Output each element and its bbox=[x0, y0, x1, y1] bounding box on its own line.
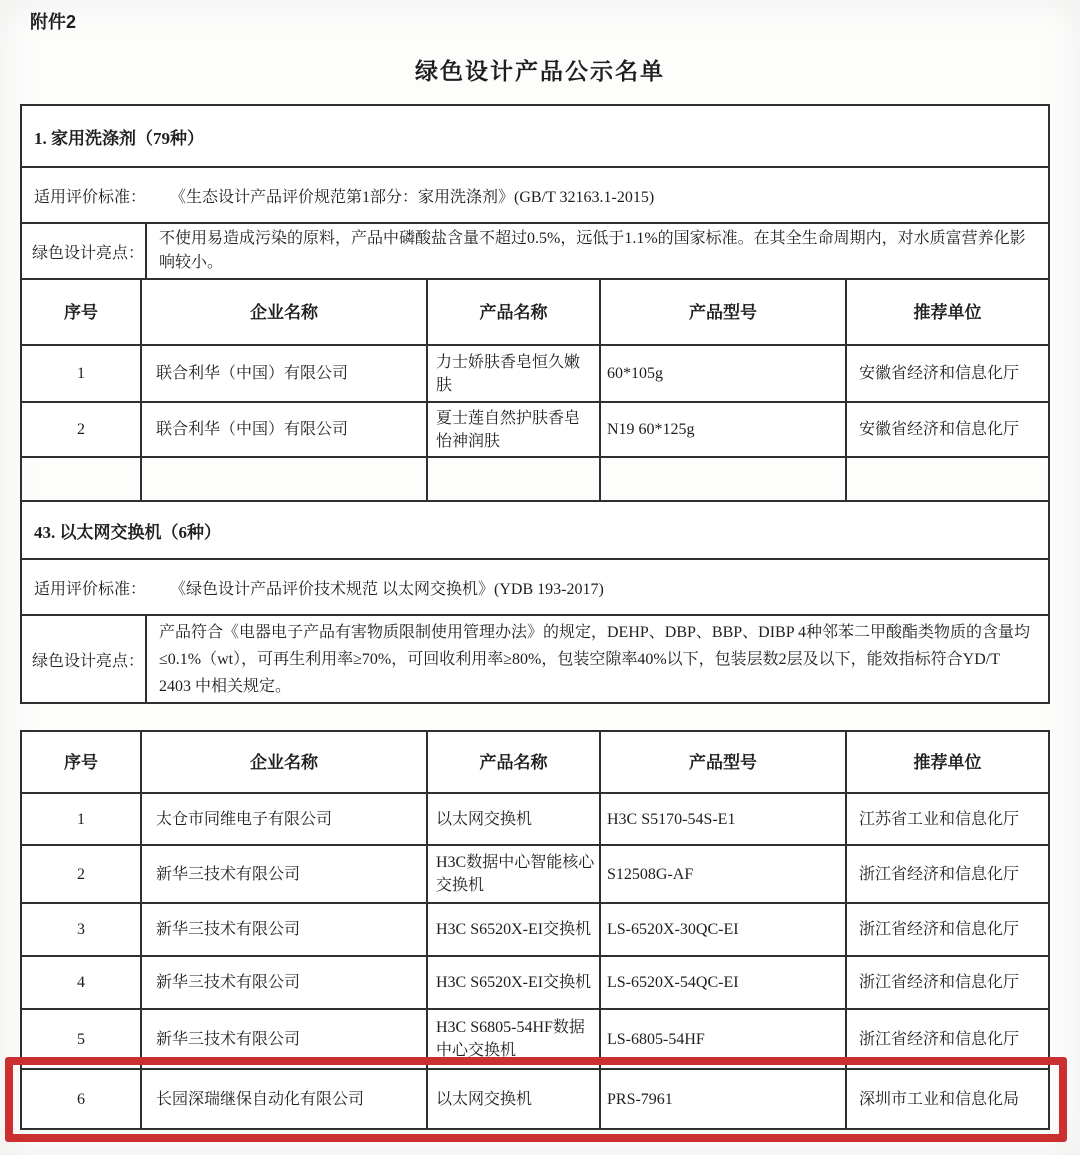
cell-model: 60*105g bbox=[601, 346, 847, 401]
cell-product: 以太网交换机 bbox=[428, 1070, 601, 1128]
cell-serial: 1 bbox=[22, 346, 142, 401]
table-row bbox=[22, 794, 1048, 846]
highlight-label: 绿色设计亮点： bbox=[22, 616, 147, 702]
section1-highlight-row bbox=[22, 224, 1048, 280]
standard-text: 《绿色设计产品评价技术规范 以太网交换机》(YDB 193-2017) bbox=[170, 580, 604, 598]
cell-model: S12508G-AF bbox=[601, 846, 847, 902]
cell-product: H3C S6805-54HF数据中心交换机 bbox=[428, 1010, 601, 1068]
standard-text: 《生态设计产品评价规范第1部分：家用洗涤剂》(GB/T 32163.1-2015) bbox=[170, 188, 655, 206]
table-row bbox=[22, 957, 1048, 1010]
header-cell-model: 产品型号 bbox=[601, 280, 847, 344]
cell-product: H3C S6520X-EI交换机 bbox=[428, 957, 601, 1008]
section43-standard-row bbox=[22, 560, 1048, 616]
header-cell-company: 企业名称 bbox=[142, 732, 428, 792]
cell-recommender: 浙江省经济和信息化厅 bbox=[859, 974, 1020, 991]
cell-company: 联合利华（中国）有限公司 bbox=[142, 403, 428, 456]
table-row bbox=[22, 904, 1048, 957]
cell-company: 太仓市同维电子有限公司 bbox=[142, 794, 428, 844]
cell-model: H3C S5170-54S-E1 bbox=[601, 794, 847, 844]
cell-company: 联合利华（中国）有限公司 bbox=[142, 346, 428, 401]
header-cell-company: 企业名称 bbox=[142, 280, 428, 344]
section-gap bbox=[0, 704, 1080, 730]
table-row-highlighted bbox=[22, 1070, 1048, 1130]
table2-header-row bbox=[22, 732, 1048, 794]
standard-label: 适用评价标准： bbox=[34, 188, 147, 206]
truncated-row-stub bbox=[20, 458, 1050, 500]
header-cell-product: 产品名称 bbox=[428, 280, 601, 344]
cell-company: 新华三技术有限公司 bbox=[142, 846, 428, 902]
cell-serial: 3 bbox=[22, 904, 142, 955]
table-row bbox=[22, 846, 1048, 904]
attachment-label: 附件2 bbox=[30, 12, 77, 32]
cell-recommender: 深圳市工业和信息化局 bbox=[859, 1090, 1020, 1108]
section43-block bbox=[20, 500, 1050, 704]
cell-company: 新华三技术有限公司 bbox=[142, 904, 428, 955]
highlight-label: 绿色设计亮点： bbox=[22, 224, 147, 278]
highlight-text: 不使用易造成污染的原料，产品中磷酸盐含量不超过0.5%，远低于1.1%的国家标准。在其全生命周期内，对水质富营养化影响较小。 bbox=[159, 230, 1026, 271]
cell-product: 以太网交换机 bbox=[428, 794, 601, 844]
cell-company: 新华三技术有限公司 bbox=[142, 1010, 428, 1068]
cell-serial: 2 bbox=[22, 846, 142, 902]
cell-recommender: 浙江省经济和信息化厅 bbox=[859, 865, 1020, 883]
cell-model: PRS-7961 bbox=[601, 1070, 847, 1128]
cell-recommender: 浙江省经济和信息化厅 bbox=[859, 1030, 1020, 1048]
cell-recommender: 安徽省经济和信息化厅 bbox=[859, 365, 1020, 382]
section43-title: 43. 以太网交换机（6种） bbox=[22, 502, 1048, 560]
header-cell-recommender: 推荐单位 bbox=[913, 302, 982, 322]
standard-label: 适用评价标准： bbox=[34, 580, 147, 598]
table-row bbox=[22, 346, 1048, 403]
highlight-text: 产品符合《电器电子产品有害物质限制使用管理办法》的规定，DEHP、DBP、BBP、DIBP 4种邻苯二甲酸酯类物质的含量均≤0.1%（wt），可再生利用率≥70%，可回收利用率≥80%，包装空隙率40%以下，包装层数2层及以下，能效指标符合YD/T 2403 中相关规定。 bbox=[159, 623, 1031, 695]
cell-product: H3C数据中心智能核心交换机 bbox=[428, 846, 601, 902]
cell-recommender: 安徽省经济和信息化厅 bbox=[859, 421, 1020, 438]
section1-block bbox=[20, 104, 1050, 458]
document-title: 绿色设计产品公示名单 bbox=[415, 58, 665, 84]
header-cell-product: 产品名称 bbox=[428, 732, 601, 792]
table-row bbox=[22, 1010, 1048, 1070]
cell-model: LS-6520X-54QC-EI bbox=[601, 957, 847, 1008]
cell-recommender: 江苏省工业和信息化厅 bbox=[859, 810, 1020, 828]
cell-company: 长园深瑞继保自动化有限公司 bbox=[142, 1070, 428, 1128]
table-row bbox=[22, 403, 1048, 458]
cell-serial: 4 bbox=[22, 957, 142, 1008]
header-cell-serial: 序号 bbox=[22, 732, 142, 792]
table1-header-row bbox=[22, 280, 1048, 346]
cell-model: LS-6805-54HF bbox=[601, 1010, 847, 1068]
cell-serial: 1 bbox=[22, 794, 142, 844]
section43-highlight-row bbox=[22, 616, 1048, 704]
section1-title: 1. 家用洗涤剂（79种） bbox=[22, 106, 1048, 168]
section1-standard-row bbox=[22, 168, 1048, 224]
cell-serial: 5 bbox=[22, 1010, 142, 1068]
header-cell-serial: 序号 bbox=[22, 280, 142, 344]
section43-table bbox=[20, 730, 1050, 1130]
cell-recommender: 浙江省经济和信息化厅 bbox=[859, 921, 1020, 938]
cell-model: LS-6520X-30QC-EI bbox=[601, 904, 847, 955]
cell-company: 新华三技术有限公司 bbox=[142, 957, 428, 1008]
header-cell-model: 产品型号 bbox=[601, 732, 847, 792]
cell-product: 力士娇肤香皂恒久嫩肤 bbox=[428, 346, 601, 401]
cell-serial: 6 bbox=[22, 1070, 142, 1128]
cell-model: N19 60*125g bbox=[601, 403, 847, 456]
cell-serial: 2 bbox=[22, 403, 142, 456]
cell-product: H3C S6520X-EI交换机 bbox=[428, 904, 601, 955]
header-cell-recommender: 推荐单位 bbox=[913, 752, 982, 772]
cell-product: 夏士莲自然护肤香皂怡神润肤 bbox=[428, 403, 601, 456]
